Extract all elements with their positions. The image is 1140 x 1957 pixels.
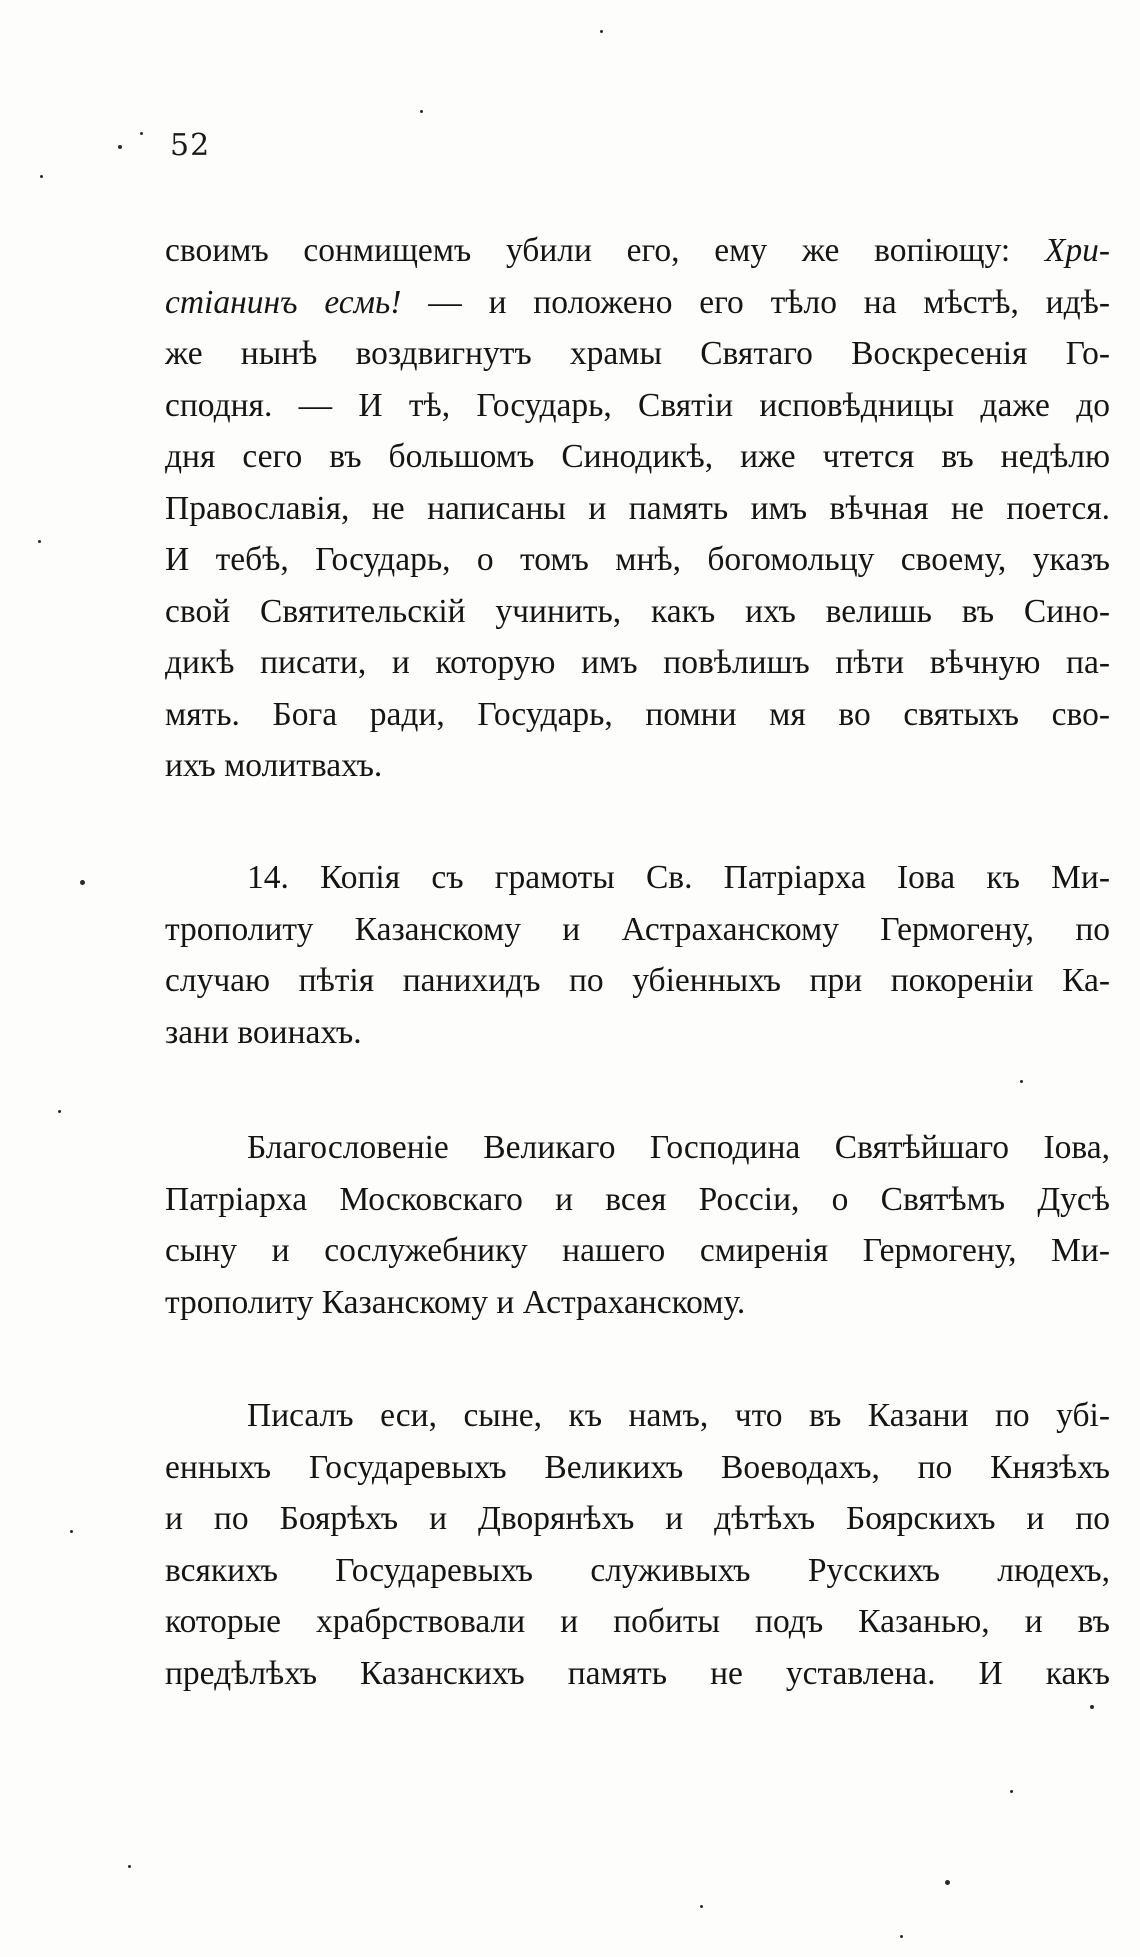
text-line: же нынѣ воздвигнутъ храмы Святаго Воскресенія Го- — [165, 335, 1110, 372]
text-line: трополиту Казанскому и Астраханскому Гермогену, по — [165, 910, 1110, 948]
text-line: Благословеніе Великаго Господина Святѣйшаго Іова, — [247, 1129, 1110, 1166]
text-line: сподня. — И тѣ, Государь, Святіи исповѣдницы даже до — [165, 386, 1110, 424]
speck — [600, 30, 603, 33]
text-line: сыну и сослужебнику нашего смиренія Гермогену, Ми- — [165, 1232, 1110, 1269]
text-line: Патріарха Московскаго и всея Россіи, о Святѣмъ Дусѣ — [165, 1180, 1110, 1218]
text-line: и по Боярѣхъ и Дворянѣхъ и дѣтѣхъ Боярскихъ и по — [165, 1500, 1110, 1537]
speck — [420, 110, 423, 113]
text-line: Православія, не написаны и память имъ вѣчная не поется. — [165, 489, 1110, 527]
speck — [128, 1865, 131, 1868]
speck — [900, 1935, 903, 1938]
page-number: 52 — [170, 128, 211, 163]
speck — [140, 132, 143, 135]
text-line: предѣлѣхъ Казанскихъ память не уставлена. И какъ — [165, 1654, 1110, 1692]
speck — [38, 540, 41, 543]
speck — [40, 175, 43, 178]
text-line: стіанинъ есмь! — и положено его тѣло на мѣстѣ, идѣ- — [165, 283, 1111, 321]
text-line: мять. Бога ради, Государь, помни мя во святыхъ сво- — [165, 695, 1110, 733]
text-line: И тебѣ, Государь, о томъ мнѣ, богомольцу своему, указъ — [165, 541, 1110, 578]
speck — [1090, 1705, 1094, 1709]
text-line: ихъ молитвахъ. — [165, 747, 383, 784]
paragraph-letter-continuation — [165, 225, 1110, 792]
speck — [945, 1880, 950, 1885]
document-heading-14 — [165, 852, 1110, 1058]
speck — [1010, 1790, 1013, 1793]
text-line: которые храбрствовали и побиты подъ Казанью, и въ — [165, 1603, 1110, 1640]
text-line: случаю пѣтія панихидъ по убіенныхъ при покореніи Ка- — [165, 962, 1110, 999]
paragraph-letter-body — [165, 1390, 1110, 1699]
text-line: своимъ сонмищемъ убили его, ему же вопіющу: Хри- — [165, 232, 1110, 269]
speck — [118, 145, 122, 149]
text-line: дня сего въ большомъ Синодикѣ, иже чтется въ недѣлю — [165, 438, 1110, 475]
text-line: всякихъ Государевыхъ служивыхъ Русскихъ людехъ, — [165, 1551, 1110, 1589]
text-line: Писалъ еси, сыне, къ намъ, что въ Казани по убі- — [247, 1397, 1110, 1434]
speck — [70, 1530, 73, 1533]
speck — [58, 1110, 61, 1113]
speck — [700, 1905, 703, 1908]
text-line: 14. Копія съ грамоты Св. Патріарха Іова къ Ми- — [247, 859, 1110, 896]
text-line: дикѣ писати, и которую имъ повѣлишъ пѣти вѣчную па- — [165, 644, 1110, 681]
speck — [80, 880, 85, 885]
paragraph-salutation — [165, 1122, 1110, 1328]
speck — [1020, 1080, 1023, 1083]
text-line: зани воинахъ. — [165, 1013, 362, 1051]
text-line: енныхъ Государевыхъ Великихъ Воеводахъ, по Князѣхъ — [165, 1448, 1110, 1486]
text-line: свой Святительскій учинить, какъ ихъ велишь въ Сино- — [165, 592, 1110, 630]
text-line: трополиту Казанскому и Астраханскому. — [165, 1283, 746, 1321]
